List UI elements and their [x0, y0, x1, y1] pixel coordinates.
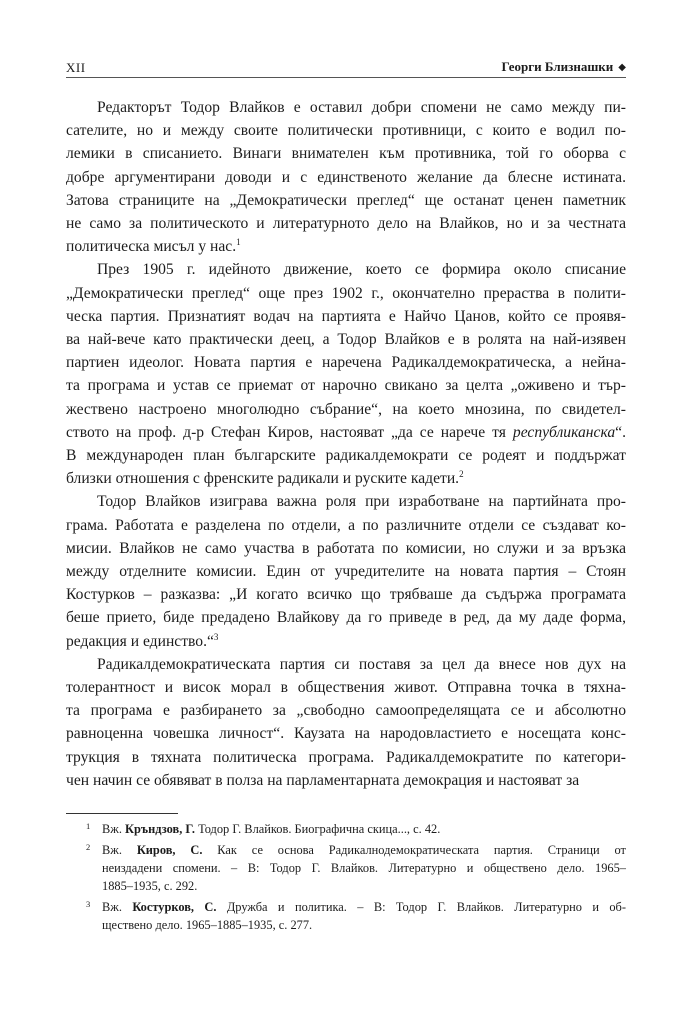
main-text — [66, 96, 626, 792]
paragraph — [66, 96, 626, 258]
text-line: Костурков – разказва: „И когато всичко що трябваше да съдържа програмата — [66, 586, 626, 604]
footnote-text: Как се основа Радикалнодемократическата партия. Страници от — [217, 843, 626, 857]
text-line: мисии. Влайков не само участва в работата по комисии, но служи и за връзка — [66, 539, 626, 557]
footnote-prefix: Вж. — [102, 900, 122, 914]
footnote-text: Дружба и политика. – В: Тодор Г. Влайков. Литературно и об- — [226, 900, 626, 914]
text-line: „Демократически преглед“ още през 1902 г., окончателно прераства в полити- — [66, 284, 626, 302]
text-line: През 1905 г. идейното движение, което се формира около списание — [97, 261, 626, 279]
text-line: ческа партия. Признатият водач на партията е Найчо Цанов, който се проявя- — [66, 307, 626, 325]
text-line: чен начин се обявяват в полза на парламентарната демокрация и настояват за — [66, 771, 580, 789]
text-line: ва най-вече като практически деец, а Тодор Влайков е в ролята на най-изявен — [66, 331, 626, 349]
text-line: беше прието, биде предадено Влайкову да го приведе в ред, да му даде форма, — [66, 609, 626, 627]
footnote — [86, 841, 626, 895]
text-line: добре аргументирани доводи и с единственото желание да блесне истината. — [66, 168, 626, 186]
text-line: между отделните комисии. Един от учредителите на новата партия – Стоян — [66, 563, 626, 581]
text-line — [66, 235, 626, 258]
text-line — [66, 467, 626, 490]
paragraph — [66, 653, 626, 792]
footnote-prefix: Вж. — [102, 822, 122, 836]
text-line: та програма е разбирането за „свободно самоопределящата се и абсолютно — [66, 702, 626, 720]
footnote-line — [102, 841, 626, 859]
text-line: Тодор Влайков изиграва важна роля при изработване на партийната про- — [97, 493, 626, 511]
footnote-line: ществено дело. 1965–1885–1935, с. 277. — [102, 918, 313, 932]
footnote-number: 2 — [86, 842, 91, 852]
page-number: XII — [66, 60, 86, 75]
running-header — [66, 56, 626, 78]
text-line: толерантност и висок морал в обществения живот. Отправна точка в тяхна- — [66, 679, 626, 697]
footnotes — [86, 820, 626, 937]
text-line: равноценна човешка личност“. Каузата на народовластието е носещата конс- — [66, 725, 626, 743]
text-line: жествено настроено многолюдно събрание“, на което мнозина, по свидетел- — [66, 400, 626, 418]
text-line: партиен идеолог. Новата партия е наречена Радикалдемократическа, а нейна- — [66, 354, 626, 372]
text-line: Редакторът Тодор Влайков е оставил добри спомени не само между пи- — [97, 99, 626, 116]
diamond-ornament-icon: ◆ — [618, 62, 626, 73]
text-line: Радикалдемократическата партия си поставя за цел да внесе нов дух на — [97, 655, 626, 673]
footnote-line: неиздадени спомени. – В: Тодор Г. Влайков. Литературно и обществено дело. 1965– — [102, 861, 626, 875]
footnote-number: 1 — [86, 821, 91, 831]
footnote-number: 3 — [86, 899, 91, 909]
footnote-ref: 3 — [213, 631, 219, 642]
text-line: грама. Работата е разделена по отдели, а по различните отдели се създават ко- — [66, 516, 626, 534]
text-line: трукция в тяхната политическа програма. Радикалдемократите по категори- — [66, 748, 626, 766]
footnote-author: Кръндзов, Г. — [125, 822, 195, 836]
footnote-prefix: Вж. — [102, 843, 122, 857]
footnote-line — [102, 898, 626, 916]
text-line: сателите, но и между своите политически противници, с които е водил по- — [66, 122, 626, 140]
footnote-ref: 1 — [236, 237, 241, 248]
running-head-author — [501, 59, 626, 75]
footnote-line — [102, 820, 626, 838]
footnote-author: Киров, С. — [136, 843, 203, 857]
footnote-ref: 2 — [459, 469, 464, 480]
text-line: ството на проф. д-р Стефан Киров, настояват „да се нарече тя республиканска“. — [66, 423, 626, 441]
paragraph — [66, 490, 626, 652]
paragraph — [66, 258, 626, 490]
footnote — [86, 898, 626, 934]
footnote — [86, 820, 626, 838]
text-line-content: редакция и единство.“ — [66, 632, 214, 650]
text-line — [66, 630, 626, 653]
text-line: лемики в списанието. Винаги внимателен към противника, той го оборва с — [66, 145, 626, 163]
italic-phrase: республиканска — [512, 423, 616, 441]
footnote-author: Костурков, С. — [132, 900, 217, 914]
footnote-separator — [66, 813, 178, 814]
text-line: Затова страниците на „Демократически преглед“ ще останат ценен паметник — [66, 191, 626, 209]
text-line: не само за политическото и литературното дело на Влайков, но и за честната — [66, 215, 626, 233]
text-line-content: близки отношения с френските радикали и руските кадети. — [66, 470, 460, 488]
footnote-text: Тодор Г. Влайков. Биографична скица..., с. 42. — [198, 822, 441, 836]
footnote-line: 1885–1935, с. 292. — [102, 879, 198, 893]
text-line: В международен план българските радикалдемократи се родеят и поддържат — [66, 447, 626, 465]
text-line: та програма и устав се приемат от нарочно свикано за целта „оживено и тър- — [66, 377, 626, 395]
running-head-text: Георги Близнашки — [501, 59, 614, 74]
header-rule — [66, 77, 626, 78]
text-line-content: политическа мисъл у нас. — [66, 238, 237, 256]
